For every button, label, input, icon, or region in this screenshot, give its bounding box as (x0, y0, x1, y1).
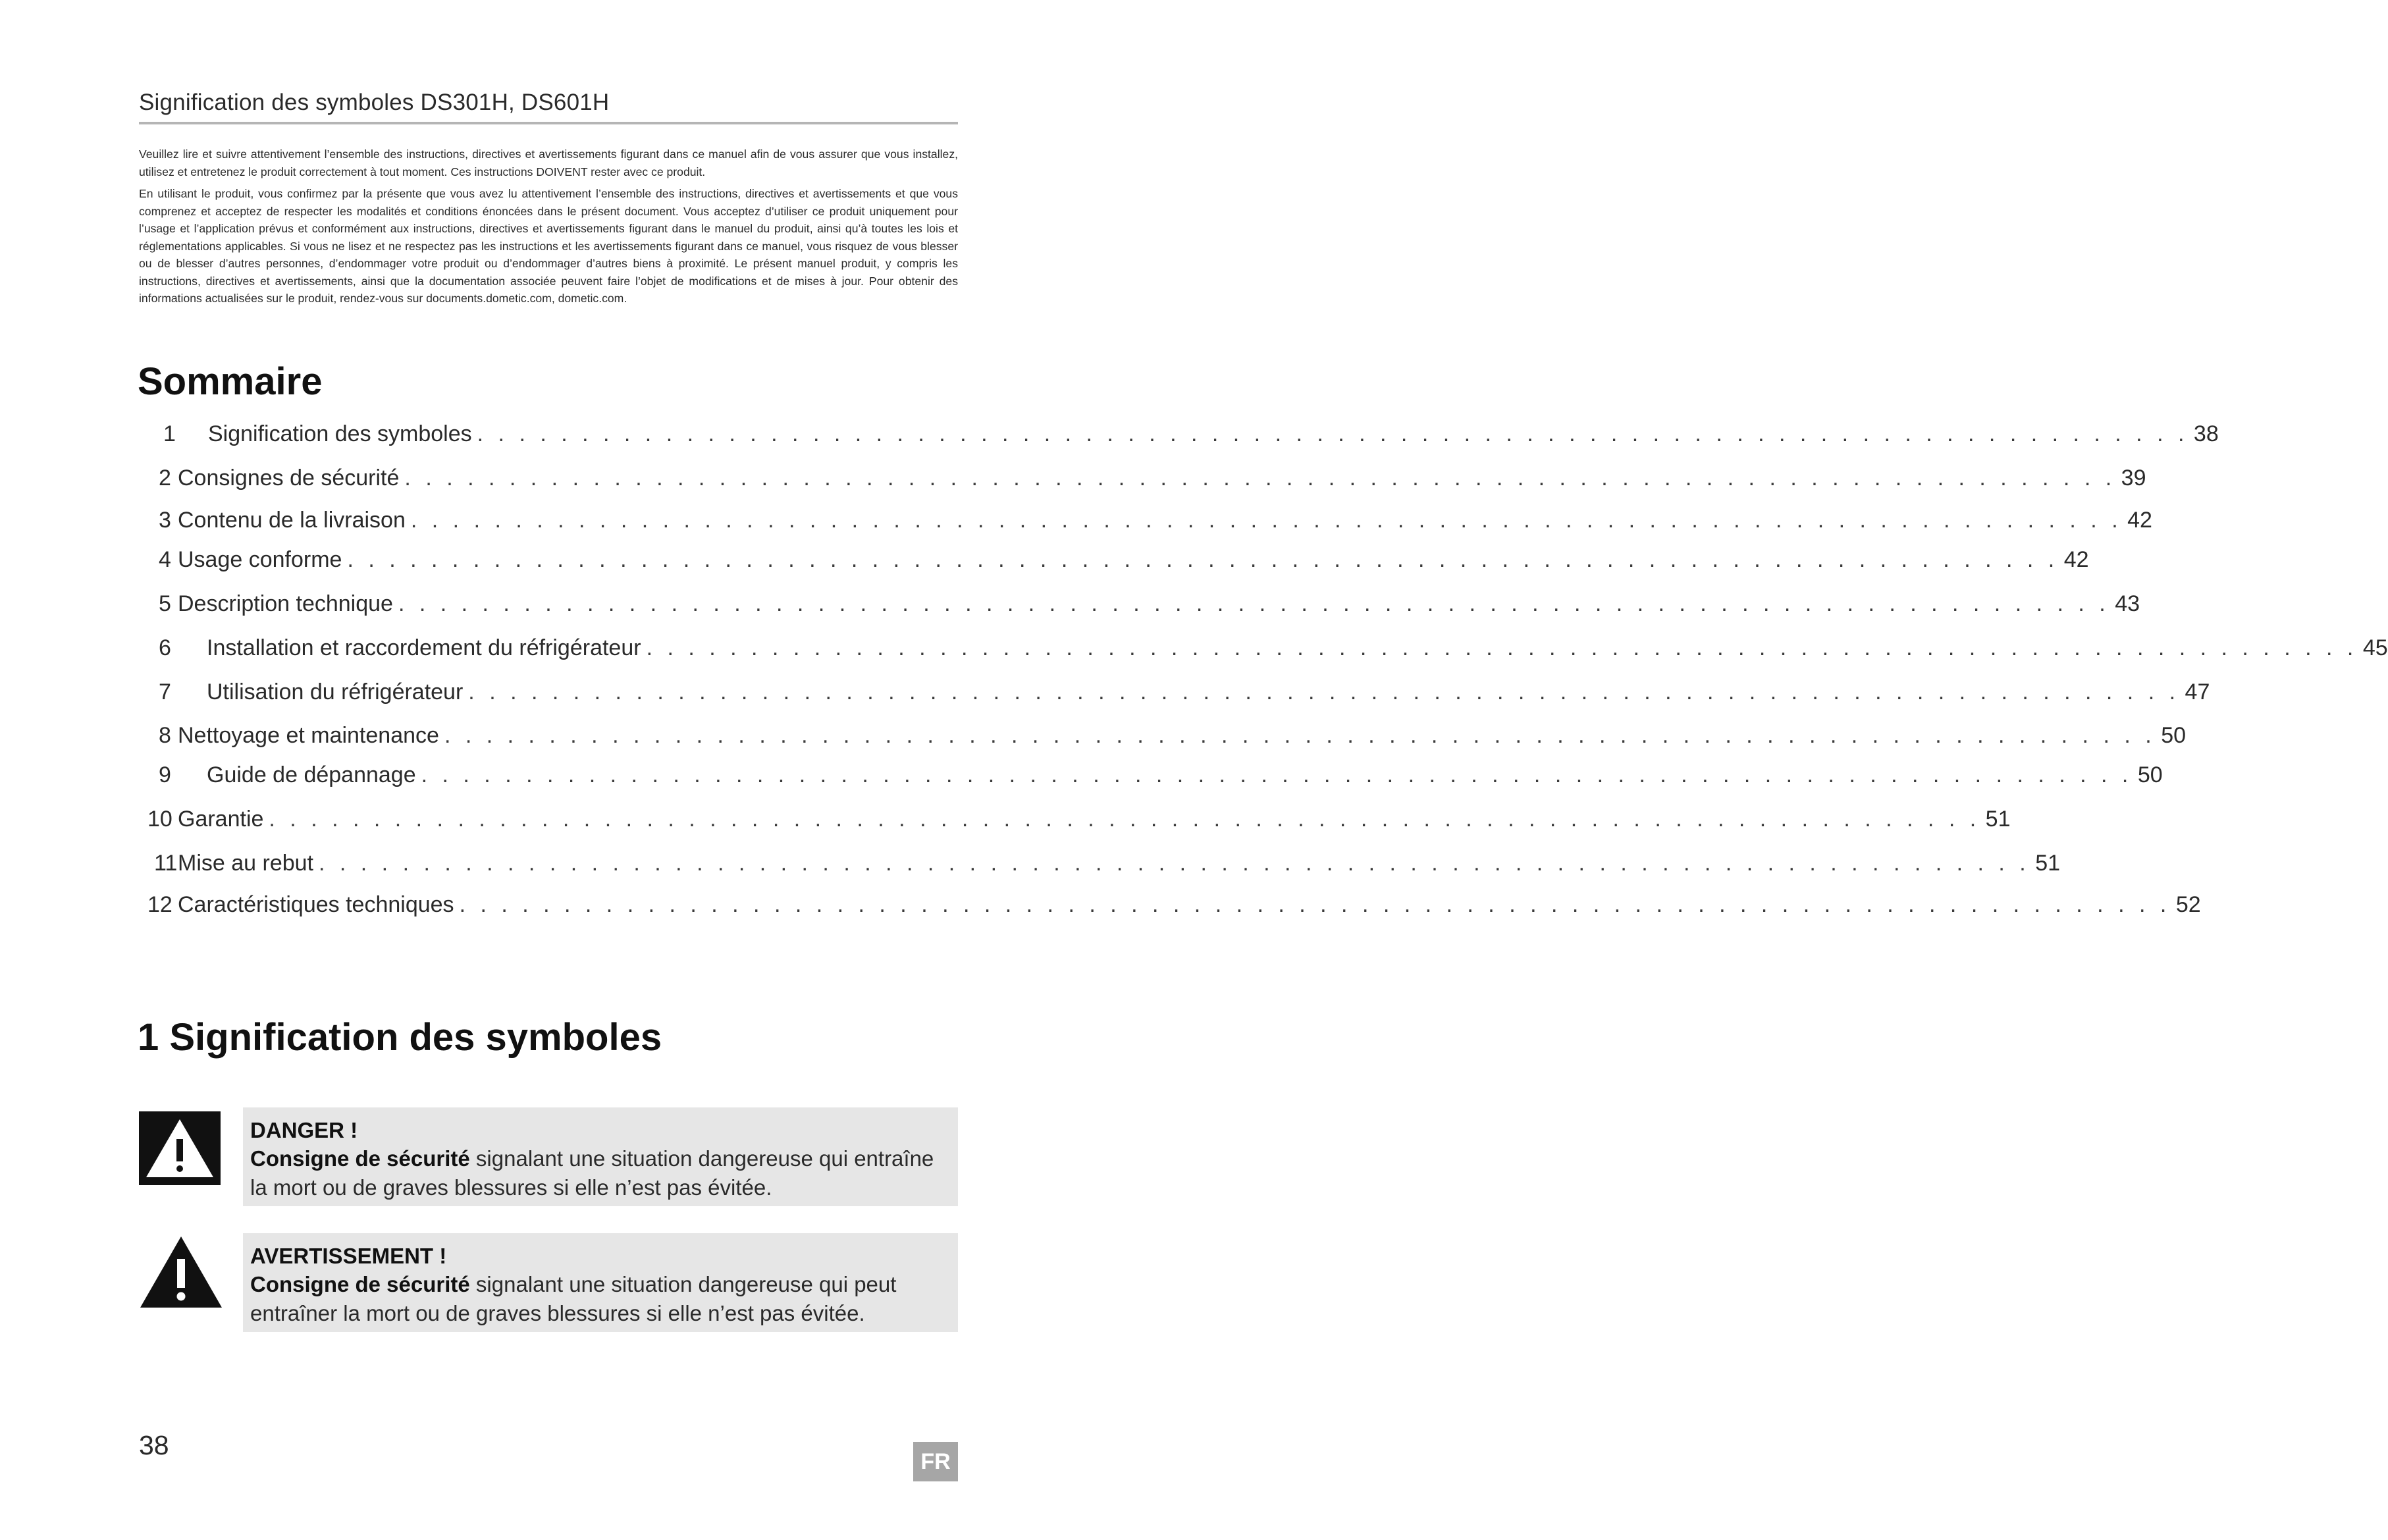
danger-warning-icon (139, 1111, 221, 1185)
toc-leader-dots: . . . . . . . . . . . . . . . . . . . . . . . . . . . . . . . . . . . . . . . . . . . . . . . . . . . . . . . . . . . . . . . . . . . . . . . . . . . . . . . . . . (477, 421, 2189, 446)
toc-item-label: Utilisation du réfrigérateur (207, 679, 464, 704)
toc-item-page: 45 (2362, 635, 2388, 660)
toc-leader-dots: . . . . . . . . . . . . . . . . . . . . . . . . . . . . . . . . . . . . . . . . . . . . . . . . . . . . . . . . . . . . . . . . . . . . . . . . . . . . . . . . . . (404, 465, 2116, 491)
toc-item-page: 52 (2175, 892, 2201, 917)
toc-item[interactable] (159, 679, 2210, 705)
toc-item-label: Usage conforme (178, 547, 342, 572)
warning-text (250, 1270, 951, 1328)
toc-item-label: Guide de dépannage (207, 762, 416, 787)
toc-item-label: Description technique (178, 591, 393, 616)
toc-item-page: 42 (2063, 547, 2089, 572)
toc-item-number: 10 (147, 807, 172, 832)
toc-item-page: 42 (2127, 508, 2152, 533)
toc-leader-dots: . . . . . . . . . . . . . . . . . . . . . . . . . . . . . . . . . . . . . . . . . . . . . . . . . . . . . . . . . . . . . . . . . . . . . . . . . . . . . . . . . . (398, 591, 2110, 616)
toc-item-label: Garantie (178, 807, 264, 832)
toc-item-label: Consignes de sécurité (178, 465, 400, 491)
toc-leader-dots: . . . . . . . . . . . . . . . . . . . . . . . . . . . . . . . . . . . . . . . . . . . . . . . . . . . . . . . . . . . . . . . . . . . . . . . . . . . . . . . . . . (421, 762, 2133, 787)
toc-item[interactable] (154, 851, 2061, 876)
toc-item-page: 38 (2193, 421, 2219, 446)
toc-item-number: 2 (159, 465, 171, 491)
section-title: 1 Signification des symboles (138, 1016, 662, 1059)
danger-description: signalant une situation dangereuse qui entraîne la mort ou de graves blessures si elle n’est pas évitée. (250, 1146, 934, 1200)
intro-text (139, 146, 958, 312)
toc-item[interactable] (159, 547, 2089, 573)
danger-bold-label: Consigne de sécurité (250, 1146, 470, 1171)
toc-leader-dots: . . . . . . . . . . . . . . . . . . . . . . . . . . . . . . . . . . . . . . . . . . . . . . . . . . . . . . . . . . . . . . . . . . . . . . . . . . . . . . . . . . (444, 723, 2156, 748)
toc-item-page: 50 (2161, 723, 2187, 748)
danger-text (250, 1144, 951, 1202)
toc-item[interactable] (159, 723, 2187, 749)
toc-item-label: Nettoyage et maintenance (178, 723, 439, 748)
toc-leader-dots: . . . . . . . . . . . . . . . . . . . . . . . . . . . . . . . . . . . . . . . . . . . . . . . . . . . . . . . . . . . . . . . . . . . . . . . . . . . . . . . . . . (319, 851, 2030, 876)
toc-item-label: Signification des symboles (208, 421, 472, 446)
toc-item-page: 47 (2185, 679, 2210, 704)
language-badge: FR (913, 1442, 958, 1481)
toc-item-number: 3 (159, 508, 171, 533)
toc-leader-dots: . . . . . . . . . . . . . . . . . . . . . . . . . . . . . . . . . . . . . . . . . . . . . . . . . . . . . . . . . . . . . . . . . . . . . . . . . . . . . . . . . . (646, 635, 2358, 660)
toc-item[interactable] (159, 591, 2140, 617)
toc-item[interactable] (159, 635, 2388, 661)
toc-item[interactable] (159, 762, 2163, 788)
toc-item-label: Mise au rebut (178, 851, 313, 876)
warning-bold-label: Consigne de sécurité (250, 1272, 470, 1296)
toc-item-number: 12 (147, 892, 172, 917)
toc-item-number: 6 (159, 635, 171, 660)
danger-title: DANGER ! (250, 1118, 358, 1142)
intro-paragraph-1: Veuillez lire et suivre attentivement l’ensemble des instructions, directives et avertissements figurant dans ce manuel afin de vous assurer que vous installez, utilisez et entretenez le produit correctement à tout moment. Ces instructions DOIVENT rester avec ce produit. (139, 147, 958, 178)
toc-item[interactable] (147, 892, 2201, 918)
toc-leader-dots: . . . . . . . . . . . . . . . . . . . . . . . . . . . . . . . . . . . . . . . . . . . . . . . . . . . . . . . . . . . . . . . . . . . . . . . . . . . . . . . . . . (410, 508, 2123, 533)
toc-item-page: 39 (2121, 465, 2146, 491)
toc-item-number: 8 (159, 723, 171, 748)
toc-item-label: Contenu de la livraison (178, 508, 406, 533)
toc-item-page: 51 (1985, 807, 2011, 832)
toc-leader-dots: . . . . . . . . . . . . . . . . . . . . . . . . . . . . . . . . . . . . . . . . . . . . . . . . . . . . . . . . . . . . . . . . . . . . . . . . . . . . . . . . . . (468, 679, 2180, 704)
toc-item-page: 43 (2115, 591, 2140, 616)
toc-item[interactable] (159, 465, 2146, 491)
header-rule (139, 122, 958, 124)
toc-item-number: 9 (159, 762, 171, 787)
toc-item-number: 1 (163, 421, 176, 446)
toc-item[interactable] (147, 807, 2011, 832)
warning-description: signalant une situation dangereuse qui peut entraîner la mort ou de graves blessures si elle n’est pas évitée. (250, 1272, 897, 1325)
toc-leader-dots: . . . . . . . . . . . . . . . . . . . . . . . . . . . . . . . . . . . . . . . . . . . . . . . . . . . . . . . . . . . . . . . . . . . . . . . . . . . . . . . . . . (269, 807, 1980, 832)
page-number: 38 (139, 1430, 169, 1460)
toc-leader-dots: . . . . . . . . . . . . . . . . . . . . . . . . . . . . . . . . . . . . . . . . . . . . . . . . . . . . . . . . . . . . . . . . . . . . . . . . . . . . . . . . . . (459, 892, 2171, 917)
toc-item-page: 51 (2035, 851, 2061, 876)
intro-paragraph-2: En utilisant le produit, vous confirmez par la présente que vous avez lu attentivement l’ensemble des instructions, directives et avertissements et que vous comprenez et acceptez de respecter les modalités et conditions énoncées dans le présent document. Vous acceptez d’utiliser ce produit uniquement pour l’usage et l’application prévus et conformément aux instructions, directives et avertissements figurant dans le manuel du produit, ainsi qu’à toutes les lois et réglementations applicables. Si vous ne lisez et ne respectez pas les instructions et les avertissements figurant dans ce manuel, vous risquez de vous blesser ou de blesser d’autres personnes, d’endommager votre produit ou d’endommager d’autres biens à proximité. Le présent manuel produit, y compris les instructions, directives et avertissements, ainsi que la documentation associée peuvent faire l’objet de modifications et de mises à jour. Pour obtenir des informations actualisées sur le produit, rendez-vous sur documents.dometic.com, dometic.com. (139, 187, 958, 305)
page-header: Signification des symboles DS301H, DS601H (139, 90, 610, 115)
toc-item[interactable] (159, 508, 2152, 533)
toc-item-label: Installation et raccordement du réfrigérateur (207, 635, 641, 660)
toc-item-label: Caractéristiques techniques (178, 892, 454, 917)
toc-title: Sommaire (138, 360, 323, 403)
toc-leader-dots: . . . . . . . . . . . . . . . . . . . . . . . . . . . . . . . . . . . . . . . . . . . . . . . . . . . . . . . . . . . . . . . . . . . . . . . . . . . . . . . . . . (347, 547, 2059, 572)
toc-item-number: 7 (159, 679, 171, 704)
warning-triangle-icon (139, 1235, 223, 1309)
warning-notice (243, 1233, 958, 1332)
toc-item[interactable] (163, 421, 2219, 447)
toc-item-page: 50 (2137, 762, 2163, 787)
toc-item-number: 5 (159, 591, 171, 616)
warning-title: AVERTISSEMENT ! (250, 1244, 447, 1268)
danger-notice (243, 1107, 958, 1206)
toc-item-number: 11 (154, 851, 178, 876)
toc-item-number: 4 (159, 547, 171, 572)
